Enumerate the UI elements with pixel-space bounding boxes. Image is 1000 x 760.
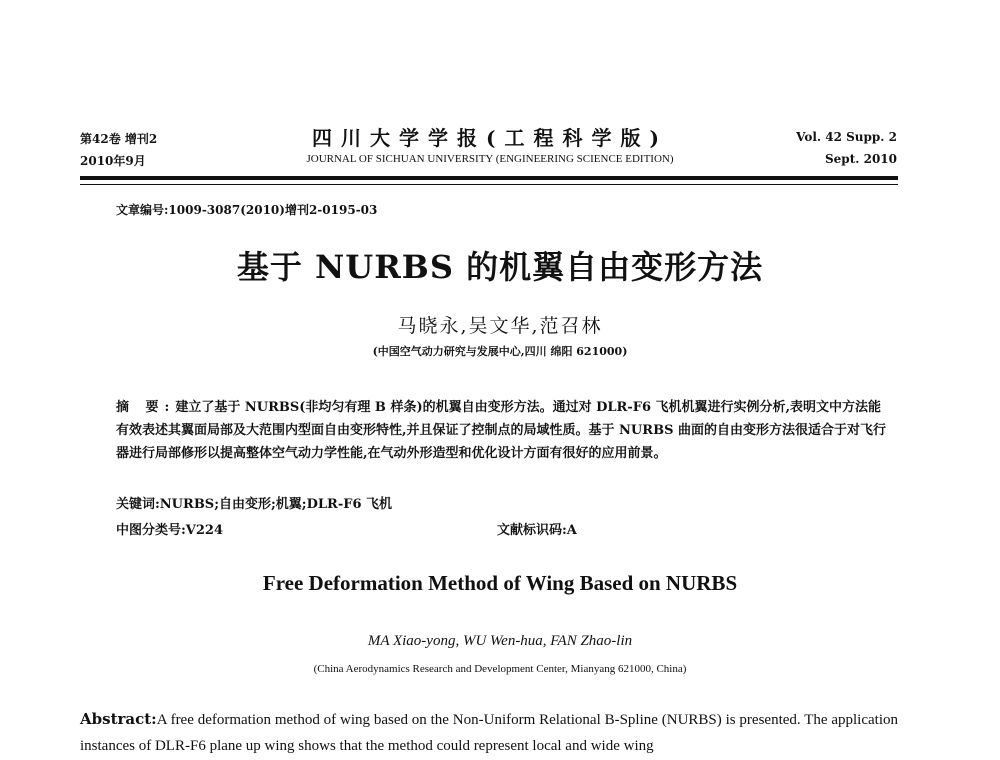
journal-title-cn: 四川大学学报(工程科学版) [312, 126, 668, 150]
authors-en: MA Xiao-yong, WU Wen-hua, FAN Zhao-lin [367, 633, 633, 649]
header-rule-thick [80, 176, 898, 180]
affiliation-en: (China Aerodynamics Research and Development Center, Mianyang 621000, China) [313, 663, 687, 675]
abstract-en [80, 706, 898, 759]
paper-title-en: Free Deformation Method of Wing Based on NURBS [262, 571, 738, 595]
authors-cn: 马晓永,吴文华,范召林 [397, 315, 603, 337]
abstract-text-en: A free deformation method of wing based on the Non-Uniform Relational B-Spline (NURBS) is presented. The application instances of DLR-F6 plane up wing shows that the method could represent local and wide wing [80, 712, 898, 754]
document-code: 文献标识码:A [497, 523, 577, 538]
paper-title-cn: 基于 NURBS 的机翼自由变形方法 [236, 248, 764, 286]
abstract-cn [116, 396, 886, 465]
abstract-label-cn: 摘 要: [116, 400, 176, 415]
affiliation-cn: (中国空气动力研究与发展中心,四川 绵阳 621000) [372, 345, 628, 358]
date-cn: 2010年9月 [80, 154, 146, 168]
article-number: 文章编号:1009-3087(2010)增刊2-0195-03 [116, 203, 378, 217]
volume-issue-cn: 第42卷 增刊2 [80, 132, 158, 146]
abstract-text-cn: 建立了基于 NURBS(非均匀有理 B 样条)的机翼自由变形方法。通过对 DLR-F6 飞机机翼进行实例分析,表明文中方法能有效表述其翼面局部及大范围内型面自由变形特性,并且保证了控制点的局域性质。基于 NURBS 曲面的自由变形方法很适合于对飞行器进行局部修形以提高整体空气动力学性能,在气动外形造型和优化设计方面有很好的应用前景。 [116, 400, 886, 461]
keywords-cn: 关键词:NURBS;自由变形;机翼;DLR-F6 飞机 [116, 497, 393, 512]
journal-title-en: JOURNAL OF SICHUAN UNIVERSITY (ENGINEERING SCIENCE EDITION) [306, 153, 674, 165]
date-en: Sept. 2010 [825, 152, 897, 166]
clc-number: 中图分类号:V224 [116, 523, 224, 538]
volume-issue-en: Vol. 42 Supp. 2 [796, 130, 897, 144]
header-rule-thin [80, 184, 898, 185]
abstract-label-en: Abstract: [80, 710, 157, 728]
